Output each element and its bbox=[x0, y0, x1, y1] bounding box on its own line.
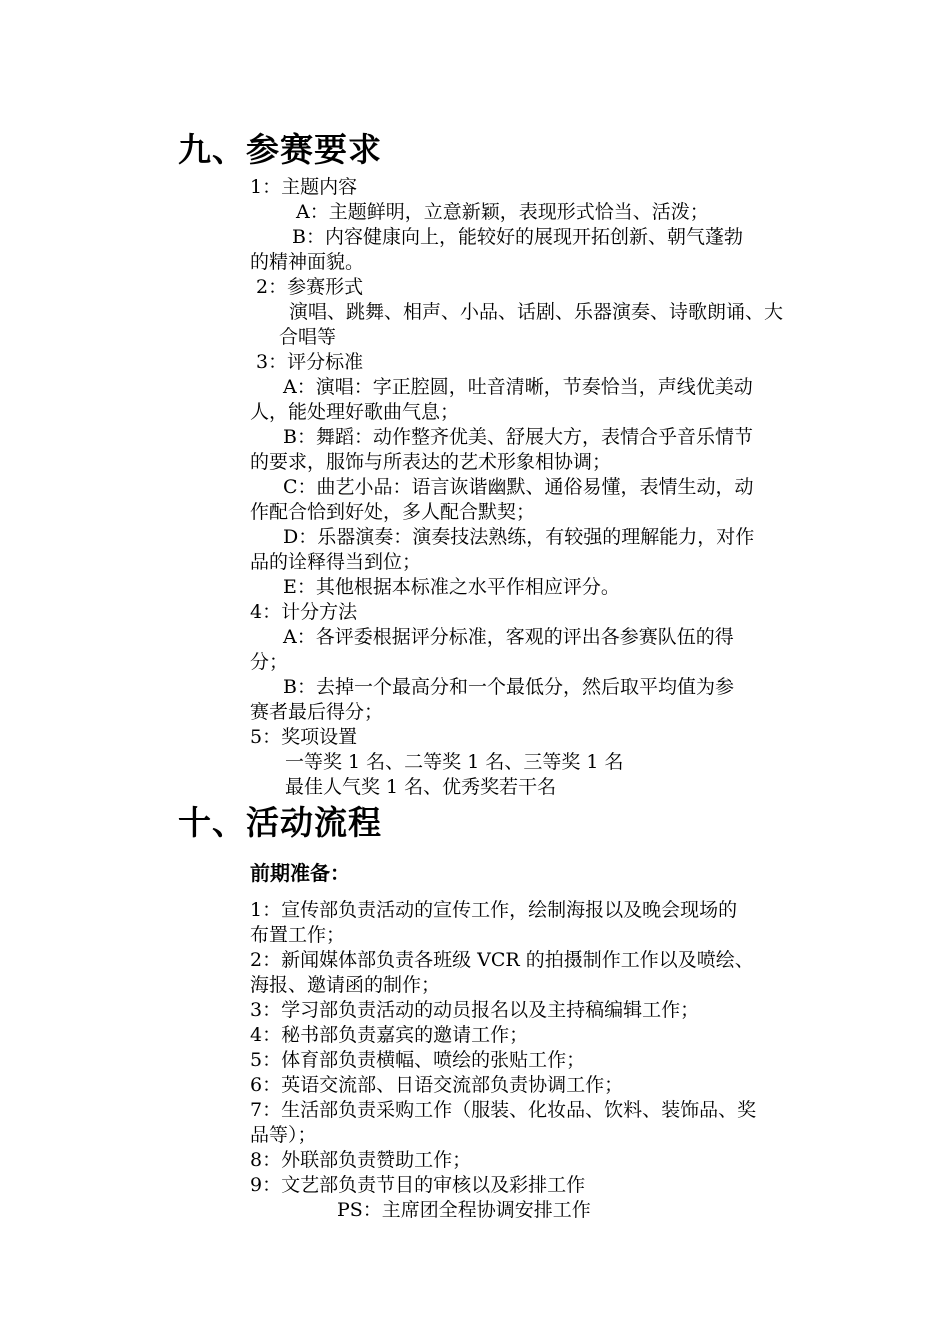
text-line: C：曲艺小品：语言诙谐幽默、通俗易懂，表情生动，动 bbox=[283, 476, 754, 498]
text-line: 一等奖 1 名、二等奖 1 名、三等奖 1 名 bbox=[285, 751, 624, 773]
text-line: 合唱等 bbox=[279, 326, 337, 348]
text-line: 海报、邀请函的制作； bbox=[250, 974, 441, 996]
list-item-scoring-method: 4：计分方法 bbox=[250, 601, 358, 623]
text-line: D：乐器演奏：演奏技法熟练，有较强的理解能力，对作 bbox=[283, 526, 755, 548]
text-line: 最佳人气奖 1 名、优秀奖若干名 bbox=[285, 776, 557, 798]
text-line: 的要求，服饰与所表达的艺术形象相协调； bbox=[250, 451, 612, 473]
list-item: 5：体育部负责横幅、喷绘的张贴工作； bbox=[250, 1049, 586, 1071]
text-line: 分； bbox=[250, 651, 289, 673]
list-item-scoring-criteria: 3：评分标准 bbox=[256, 351, 364, 373]
section-heading-process: 十、活动流程 bbox=[178, 803, 382, 842]
text-line: 人，能处理好歌曲气息； bbox=[250, 401, 460, 423]
text-line: 品的诠释得当到位； bbox=[250, 551, 422, 573]
text-line: B：去掉一个最高分和一个最低分，然后取平均值为参 bbox=[283, 676, 734, 698]
list-item: 7：生活部负责采购工作（服装、化妆品、饮料、装饰品、奖 bbox=[250, 1099, 757, 1121]
list-item: 4：秘书部负责嘉宾的邀请工作； bbox=[250, 1024, 529, 1046]
text-line: E：其他根据本标准之水平作相应评分。 bbox=[283, 576, 620, 598]
list-item-format: 2：参赛形式 bbox=[256, 276, 364, 298]
text-line: 的精神面貌。 bbox=[250, 251, 365, 273]
list-item-awards: 5：奖项设置 bbox=[250, 726, 358, 748]
list-item: 1：宣传部负责活动的宣传工作，绘制海报以及晚会现场的 bbox=[250, 899, 738, 921]
text-line: 赛者最后得分； bbox=[250, 701, 384, 723]
note-line: PS：主席团全程协调安排工作 bbox=[337, 1199, 591, 1221]
text-line: 品等）； bbox=[250, 1124, 317, 1146]
list-item: 2：新闻媒体部负责各班级 VCR 的拍摄制作工作以及喷绘、 bbox=[250, 949, 754, 971]
subheading-preparation: 前期准备： bbox=[250, 861, 350, 885]
section-heading-requirements: 九、参赛要求 bbox=[178, 130, 382, 169]
text-line: 作配合恰到好处，多人配合默契； bbox=[250, 501, 536, 523]
list-item: 9：文艺部负责节目的审核以及彩排工作 bbox=[250, 1174, 586, 1196]
text-line: A：各评委根据评分标准，客观的评出各参赛队伍的得 bbox=[283, 626, 734, 648]
text-line: B：内容健康向上，能较好的展现开拓创新、朝气蓬勃 bbox=[292, 226, 743, 248]
text-line: A：演唱：字正腔圆，吐音清晰，节奏恰当，声线优美动 bbox=[283, 376, 753, 398]
text-line: 布置工作； bbox=[250, 924, 346, 946]
list-item-theme: 1：主题内容 bbox=[250, 176, 358, 198]
text-line: 演唱、跳舞、相声、小品、话剧、乐器演奏、诗歌朗诵、大 bbox=[289, 301, 784, 323]
text-line: B：舞蹈：动作整齐优美、舒展大方，表情合乎音乐情节 bbox=[283, 426, 753, 448]
list-item: 6：英语交流部、日语交流部负责协调工作； bbox=[250, 1074, 624, 1096]
list-item: 8：外联部负责赞助工作； bbox=[250, 1149, 472, 1171]
list-item: 3：学习部负责活动的动员报名以及主持稿编辑工作； bbox=[250, 999, 700, 1021]
text-line: A：主题鲜明，立意新颖，表现形式恰当、活泼； bbox=[296, 201, 709, 223]
